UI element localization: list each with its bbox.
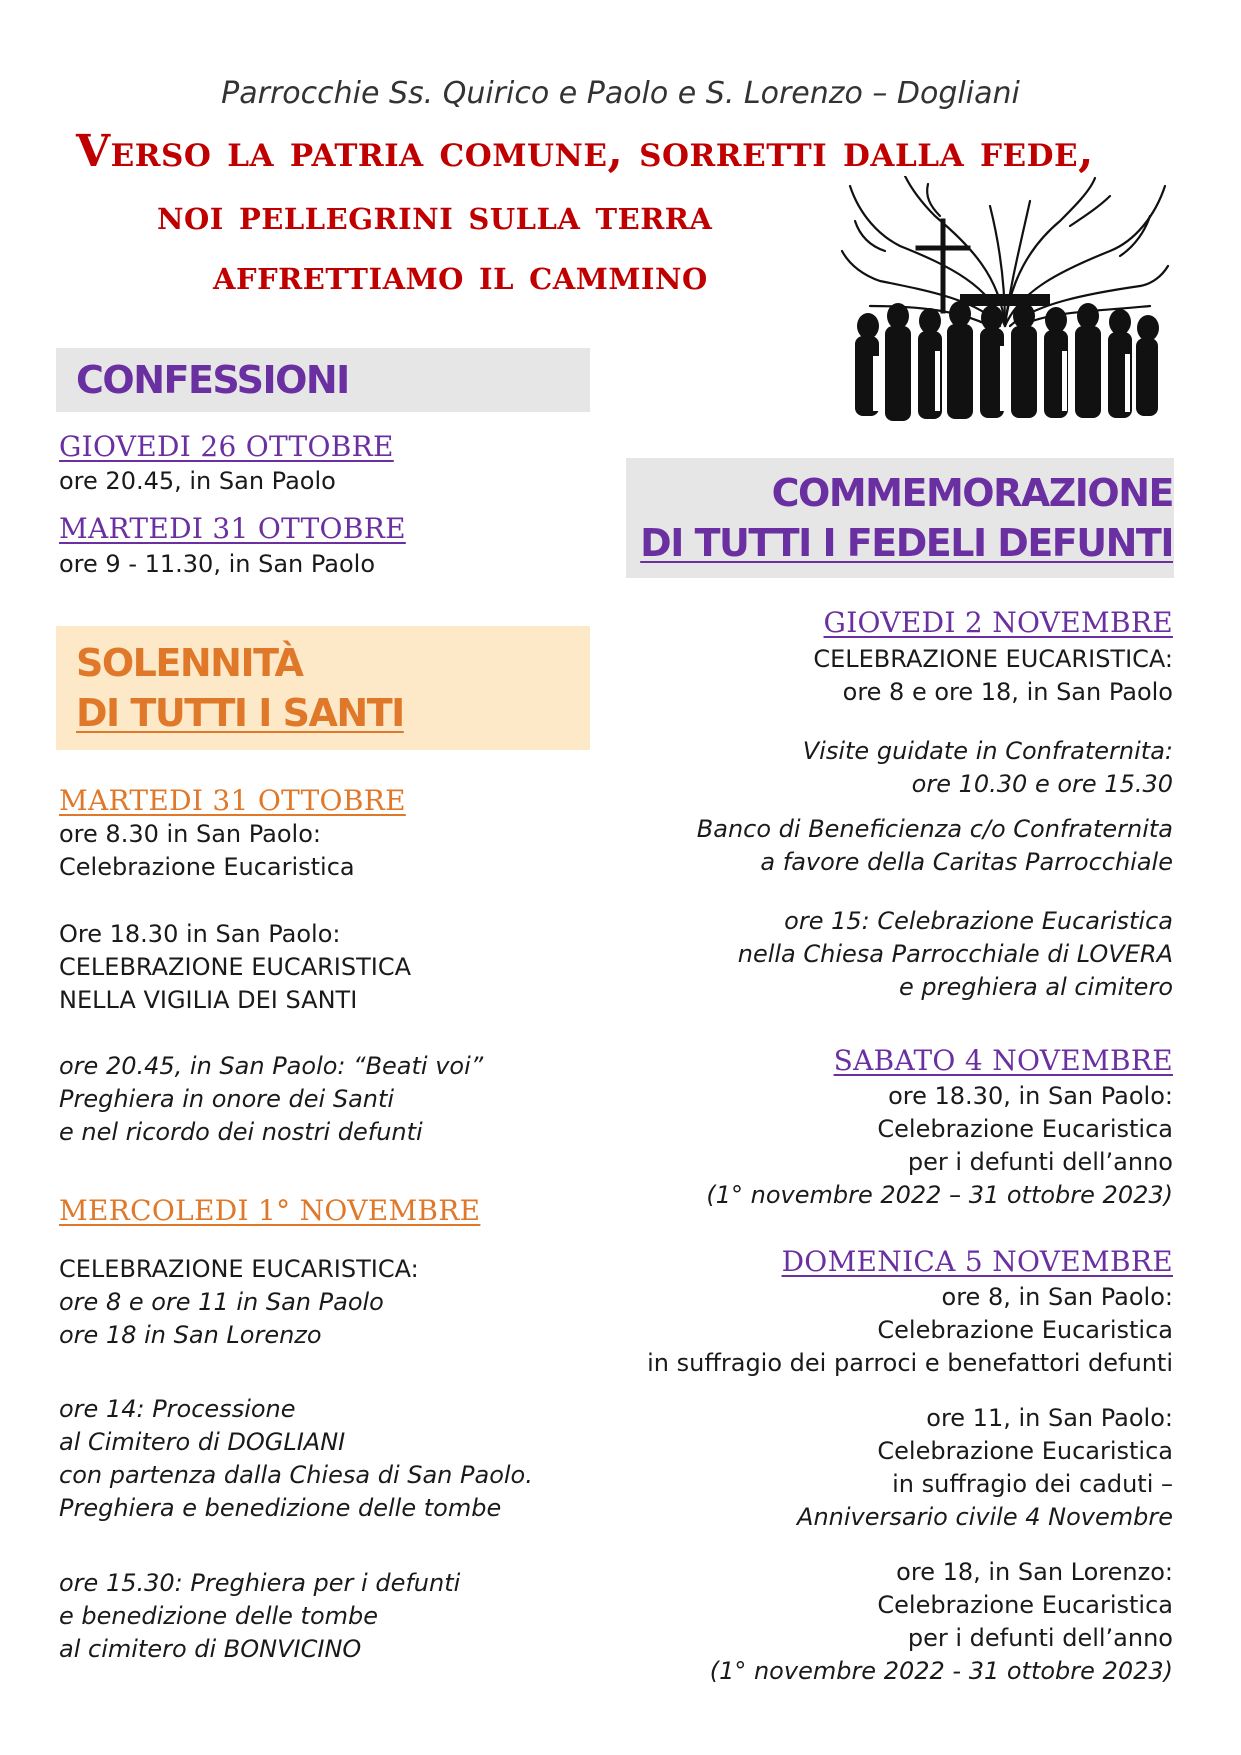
santi-text: ore 20.45, in San Paolo: “Beati voi” [59, 1052, 484, 1080]
santi-text: ore 8.30 in San Paolo: [59, 820, 321, 848]
defunti-title-line-2: DI TUTTI I FEDELI DEFUNTI [640, 521, 1173, 565]
santi-text: Celebrazione Eucaristica [59, 853, 355, 881]
confessioni-day-1: GIOVEDI 26 OTTOBRE [59, 430, 394, 463]
defunti-text: (1° novembre 2022 - 31 ottobre 2023) [709, 1657, 1173, 1685]
santi-text: CELEBRAZIONE EUCARISTICA [59, 953, 412, 981]
santi-text: e benedizione delle tombe [59, 1602, 379, 1630]
santi-text: ore 14: Processione [59, 1395, 296, 1423]
santi-text: al cimitero di BONVICINO [59, 1635, 362, 1663]
santi-text: e nel ricordo dei nostri defunti [59, 1118, 423, 1146]
defunti-text: ore 8 e ore 18, in San Paolo [842, 678, 1173, 706]
santi-day-1: MARTEDI 31 OTTOBRE [59, 784, 406, 817]
defunti-text: Anniversario civile 4 Novembre [797, 1503, 1173, 1531]
defunti-text: ore 11, in San Paolo: [926, 1404, 1173, 1432]
tree-cross-crowd-illustration [840, 176, 1170, 446]
defunti-day-1: GIOVEDI 2 NOVEMBRE [823, 606, 1173, 639]
confessioni-day-1-text: ore 20.45, in San Paolo [59, 467, 336, 495]
santi-text: CELEBRAZIONE EUCARISTICA: [59, 1255, 419, 1283]
defunti-text: Banco di Beneficienza c/o Confraternita [696, 815, 1173, 843]
confessioni-day-2: MARTEDI 31 OTTOBRE [59, 512, 406, 545]
defunti-text: a favore della Caritas Parrocchiale [760, 848, 1173, 876]
defunti-title-line-1: COMMEMORAZIONE [771, 471, 1173, 515]
defunti-text: per i defunti dell’anno [907, 1148, 1173, 1176]
defunti-text: ore 18, in San Lorenzo: [896, 1558, 1173, 1586]
defunti-text: Celebrazione Eucaristica [877, 1437, 1173, 1465]
defunti-text: ore 15: Celebrazione Eucaristica [784, 907, 1173, 935]
defunti-text: nella Chiesa Parrocchiale di LOVERA [737, 940, 1173, 968]
parish-name: Parrocchie Ss. Quirico e Paolo e S. Lorenzo – Dogliani [221, 76, 1020, 111]
defunti-text: in suffragio dei caduti – [892, 1470, 1173, 1498]
defunti-day-2: SABATO 4 NOVEMBRE [833, 1044, 1173, 1077]
defunti-text: in suffragio dei parroci e benefattori defunti [647, 1349, 1173, 1377]
defunti-text: Celebrazione Eucaristica [877, 1316, 1173, 1344]
santi-text: NELLA VIGILIA DEI SANTI [59, 986, 358, 1014]
santi-day-2: MERCOLEDI 1° NOVEMBRE [59, 1194, 481, 1227]
defunti-text: CELEBRAZIONE EUCARISTICA: [813, 645, 1173, 673]
page-title-line-1: Verso la patria comune, sorretti dalla fede, [76, 126, 1094, 177]
santi-title-line-2: DI TUTTI I SANTI [76, 691, 404, 735]
confessioni-title: CONFESSIONI [76, 358, 349, 402]
defunti-text: per i defunti dell’anno [907, 1624, 1173, 1652]
page-title-line-2: noi pellegrini sulla terra [157, 190, 713, 239]
defunti-day-3: DOMENICA 5 NOVEMBRE [781, 1245, 1173, 1278]
santi-text: Preghiera e benedizione delle tombe [59, 1494, 502, 1522]
santi-text: ore 15.30: Preghiera per i defunti [59, 1569, 461, 1597]
defunti-text: ore 10.30 e ore 15.30 [911, 770, 1173, 798]
santi-text: Ore 18.30 in San Paolo: [59, 920, 341, 948]
defunti-text: e preghiera al cimitero [899, 973, 1173, 1001]
defunti-text: Celebrazione Eucaristica [877, 1115, 1173, 1143]
defunti-text: (1° novembre 2022 – 31 ottobre 2023) [706, 1181, 1173, 1209]
defunti-text: Celebrazione Eucaristica [877, 1591, 1173, 1619]
defunti-text: Visite guidate in Confraternita: [802, 737, 1173, 765]
page-title-line-3: affrettiamo il cammino [213, 250, 708, 299]
santi-text: Preghiera in onore dei Santi [59, 1085, 395, 1113]
santi-text: ore 8 e ore 11 in San Paolo [59, 1288, 384, 1316]
santi-text: ore 18 in San Lorenzo [59, 1321, 322, 1349]
santi-text: con partenza dalla Chiesa di San Paolo. [59, 1461, 533, 1489]
defunti-text: ore 18.30, in San Paolo: [888, 1082, 1173, 1110]
santi-text: al Cimitero di DOGLIANI [59, 1428, 346, 1456]
santi-title-line-1: SOLENNITÀ [76, 641, 303, 685]
defunti-text: ore 8, in San Paolo: [941, 1283, 1173, 1311]
confessioni-day-2-text: ore 9 - 11.30, in San Paolo [59, 550, 375, 578]
